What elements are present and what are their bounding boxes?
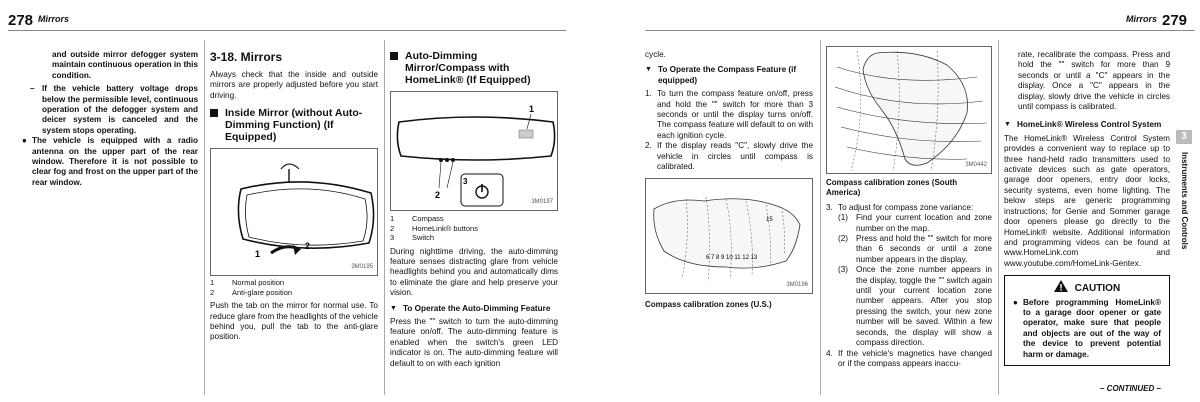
step-text: To turn the compass feature on/off, press and hold the "" switch for more than 3 seconds or until the display turns on/off. The compass feature will default to on with each ignition cycle. [657, 89, 813, 140]
dash-marker: – [30, 84, 35, 94]
legend-text: Switch [412, 233, 435, 242]
inside-mirror-heading: Inside Mirror (without Auto-Dimming Function) (If Equipped) [210, 107, 378, 143]
inside-mirror-illustration [211, 149, 377, 275]
left-column-1 [22, 50, 198, 188]
chapter-sidebar-title: Instruments and Controls [1180, 152, 1189, 250]
bullet-list-item [22, 136, 198, 188]
auto-dimming-heading: Auto-Dimming Mirror/Compass with HomeLink® (If Equipped) [390, 50, 558, 86]
south-america-map-figure [826, 46, 992, 174]
compass-step [826, 203, 992, 213]
us-zones-map-figure [645, 178, 813, 294]
svg-text:6 7 8 9 10 11 12 13: 6 7 8 9 10 11 12 13 [706, 255, 758, 262]
step-number: 4. [826, 348, 833, 358]
left-page-number: 278 [8, 12, 34, 29]
step-number: 2. [645, 141, 652, 151]
figure-code: 3M0442 [965, 161, 987, 168]
substep-text: Find your current location and zone number on the map. [856, 213, 992, 233]
continued-word: cycle. [645, 50, 666, 59]
substep-number: (2) [838, 234, 849, 244]
right-header-rule [645, 30, 1195, 31]
warning-triangle-icon [1054, 280, 1068, 292]
legend-text: Normal position [232, 278, 285, 288]
compass-substep [826, 213, 992, 234]
legend-number: 2 [210, 287, 215, 297]
caution-item [1013, 298, 1161, 360]
south-america-map [827, 47, 991, 173]
dash-list-item [22, 84, 198, 136]
right-page-number: 279 [1162, 12, 1188, 29]
inside-mirror-body: Push the tab on the mirror for normal use. To reduce glare from the headlights of the vehicle behind you, pull the tab to the anti-glare position. [210, 301, 378, 342]
step-number: 1. [645, 89, 652, 99]
continued-paragraph: and outside mirror defogger system maintain continuous operation in this condition. [52, 50, 199, 80]
column-divider [384, 40, 385, 395]
section-heading: 3-18. Mirrors [210, 50, 283, 64]
left-section-title: Mirrors [38, 14, 70, 24]
legend-text: Compass [412, 214, 444, 223]
figure-code: 3M0196 [786, 282, 808, 289]
substep-text: Once the zone number appears in the display, toggle the "" switch again until your current location zone number appears. After you stop pressing the switch, your new zone number will be saved. Within a few seconds, the display will show a compass direction. [856, 265, 992, 348]
compass-substep [826, 265, 992, 348]
legend-number: 1 [390, 214, 395, 223]
bullet-item-text: The vehicle is equipped with a radio antenna on the upper part of the rear window. Therefore it is not possible to clear fog and frost on the upper part of the rear window. [32, 136, 198, 187]
step-text: To adjust for compass zone variance: [838, 202, 974, 212]
svg-text:2: 2 [435, 190, 441, 200]
right-column-3 [1004, 50, 1170, 366]
homelink-body: The HomeLink® Wireless Control System provides a convenient way to replace up to three hand-held radio transmitters used to activate devices such as gate operators, garage door openers, entry door locks, security systems, even home lighting. The below steps are generic programming instructions; for Genie and Sommer garage door openers please go directly to the HomeLink® website. Additional information and programming videos can be found at www.HomeLink.com and www.youtube.com/HomeLink-Gentex. [1004, 133, 1170, 268]
homelink-subheading: ▼ HomeLink® Wireless Control System [1004, 120, 1170, 130]
auto-dimming-legend [390, 214, 558, 243]
bullet-marker: ● [22, 136, 27, 146]
legend-text: Anti-glare position [232, 287, 293, 297]
bullet-marker: ● [1013, 297, 1018, 307]
left-column-2 [210, 50, 378, 346]
operate-auto-dimming-subheading: ▼ To Operate the Auto-Dimming Feature [390, 304, 558, 314]
caution-header [1013, 280, 1161, 294]
caution-text: Before programming HomeLink® to a garage door opener or gate operator, make sure that people and objects are out of the way of the device to prevent potential harm or damage. [1023, 297, 1161, 359]
step-number: 3. [826, 202, 833, 212]
intro-paragraph: Always check that the inside and outside mirrors are properly adjusted before you start driving. [210, 70, 378, 100]
continued-paragraph: rate, recalibrate the compass. Press and hold the "" switch for more than 9 seconds or until a "C" appears in the display. Once a "C" appears in the display, slowly drive the vehicle in circles until compass is calibrated. [1018, 50, 1170, 112]
compass-substep [826, 234, 992, 265]
auto-dimming-body: During nighttime driving, the auto-dimming feature senses distracting glare from vehicle headlights behind you and automatically dims to eliminate the glare and help preserve your vision. [390, 246, 558, 298]
auto-dimming-figure [390, 91, 558, 211]
inside-mirror-legend [210, 278, 378, 297]
left-header-rule [8, 30, 566, 31]
legend-number: 2 [390, 223, 395, 233]
legend-text: HomeLink® buttons [412, 223, 478, 233]
legend-number: 3 [390, 233, 395, 242]
left-column-3 [390, 50, 558, 372]
dash-item-text: If the vehicle battery voltage drops below the permissible level, continuous operation of the defogger system and deicer system is canceled and the system stops operating. [42, 84, 198, 135]
operate-auto-dimming-body: Press the "" switch to turn the auto-dimming feature on/off. The auto-dimming feature is enabled when the switch's green LED indicator is on. The auto-dimming feature will default to on with each ignition [390, 316, 558, 368]
column-divider [820, 40, 821, 395]
right-column-1 [645, 50, 813, 311]
substep-number: (1) [838, 213, 849, 223]
continued-label: – CONTINUED – [1100, 384, 1161, 393]
substep-number: (3) [838, 265, 849, 275]
compass-step [826, 349, 992, 370]
step-text: If the vehicle's magnetics have changed or if the compass appears inaccu- [838, 348, 992, 368]
inside-mirror-figure [210, 148, 378, 276]
svg-text:2: 2 [305, 241, 311, 252]
us-zones-caption: Compass calibration zones (U.S.) [645, 300, 772, 310]
column-divider [204, 40, 205, 395]
south-america-caption: Compass calibration zones (South America) [826, 178, 958, 198]
svg-text:1: 1 [529, 104, 535, 114]
right-column-2 [826, 46, 992, 369]
legend-number: 1 [210, 278, 215, 288]
svg-text:3: 3 [463, 177, 468, 186]
chapter-tab: 3 [1176, 130, 1192, 144]
compass-step [645, 141, 813, 172]
substep-text: Press and hold the "" switch for more than 6 seconds or until a zone number appears in the display. [856, 234, 992, 264]
caution-box [1004, 275, 1170, 366]
svg-text:1: 1 [255, 249, 261, 260]
auto-dimming-mirror-illustration [391, 92, 557, 210]
compass-step [645, 89, 813, 141]
figure-code: 3M0195 [351, 263, 373, 270]
right-section-title: Mirrors [1126, 14, 1158, 24]
caution-title: CAUTION [1074, 283, 1121, 295]
step-text: If the display reads "C", slowly drive the vehicle in circles until compass is calibrated. [657, 141, 813, 172]
svg-text:15: 15 [766, 217, 773, 224]
compass-feature-subheading: ▼ To Operate the Compass Feature (if equipped) [645, 65, 813, 86]
us-zones-map [646, 179, 812, 293]
column-divider [998, 40, 999, 395]
figure-code: 3M0197 [531, 198, 553, 205]
